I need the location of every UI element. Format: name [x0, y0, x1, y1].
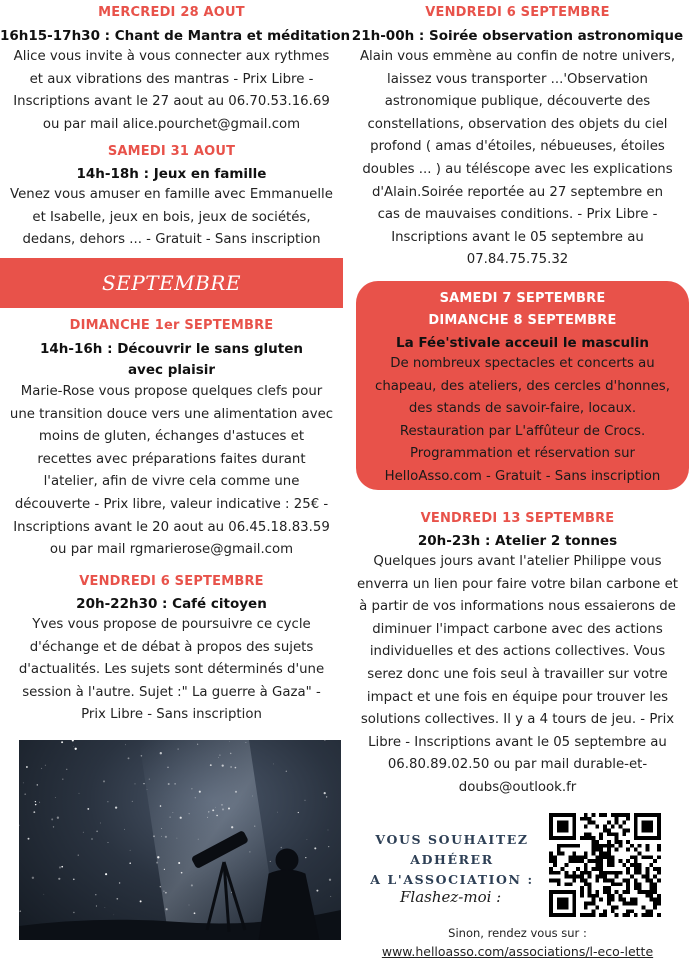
event-cafe-citoyen: [0, 573, 343, 727]
event-line: une transition douce vers une alimentation avec: [9, 406, 334, 422]
telescope-photo-icon: [19, 740, 341, 940]
event-line: Inscriptions avant le 05 septembre au: [391, 229, 644, 245]
event-line: individuelles et des actions collectives. Vous: [369, 644, 666, 660]
event-line: laissez vous transporter ...'Observation: [387, 71, 648, 87]
event-date: SAMEDI 31 AOUT: [107, 144, 236, 159]
event-line: ou par mail alice.pourchet@gmail.com: [42, 116, 301, 132]
event-line: Quelques jours avant l'atelier Philippe vous: [373, 554, 662, 569]
qr-code-graphic: [549, 813, 661, 917]
month-band: SEPTEMBRE: [0, 258, 343, 308]
event-line: Libre - Inscriptions avant le 05 septembre au: [368, 734, 667, 750]
event-line: Programmation et réservation sur: [410, 446, 635, 462]
event-line: impact et une fois en équipe pour trouver les: [366, 689, 669, 705]
join-line: A L'ASSOCIATION :: [370, 872, 534, 887]
event-line: l'atelier, afin de vivre cela comme une: [43, 474, 300, 490]
event-line: doubs@outlook.fr: [458, 779, 577, 795]
event-line: Marie-Rose vous propose quelques clefs pour: [20, 384, 323, 399]
join-association: [364, 830, 540, 890]
footer-text: Sinon, rendez vous sur :: [448, 926, 587, 940]
event-line: des stands de savoir-faire, locaux.: [408, 401, 637, 417]
event-title: 20h-22h30 : Café citoyen: [76, 596, 267, 612]
event-date: VENDREDI 6 SEPTEMBRE: [79, 574, 264, 589]
event-title: 21h-00h : Soirée observation astronomique: [351, 28, 684, 44]
event-line: Venez vous amuser en famille avec Emmanuelle: [10, 187, 333, 202]
event-line: diminuer l'impact carbone avec des actions: [372, 621, 663, 637]
event-date: DIMANCHE 1er SEPTEMBRE: [69, 318, 274, 333]
event-line: HelloAsso.com - Gratuit - Sans inscription: [384, 468, 661, 484]
flash-label: Flashez-moi :: [400, 888, 502, 906]
event-line: constellations, observation des objets du ciel: [367, 116, 668, 132]
event-line: découverte - Prix libre, valeur indicative : 25€ -: [14, 496, 329, 512]
event-title: 20h-23h : Atelier 2 tonnes: [417, 533, 618, 549]
event-line: De nombreux spectacles et concerts au: [390, 356, 655, 371]
event-title: 16h15-17h30 : Chant de Mantra et méditation: [0, 28, 351, 44]
event-line: d'Alain.Soirée reportée au 27 septembre en: [371, 184, 664, 200]
event-line: Inscriptions avant le 20 aout au 06.45.18.83.59: [13, 519, 330, 535]
event-line: moins de gluten, échanges d'astuces et: [38, 429, 305, 445]
event-line: chapeau, des ateliers, des cercles d'honnes,: [375, 378, 670, 394]
event-line: d'actualités. Les sujets sont déterminés d'une: [18, 662, 325, 678]
join-line: VOUS SOUHAITEZ ADHÉRER: [375, 832, 529, 867]
event-line: d'échange et de débat à propos des sujets: [29, 639, 314, 655]
event-line: 06.80.89.02.50 ou par mail durable-et-: [387, 757, 648, 773]
event-date: MERCREDI 28 AOUT: [98, 5, 245, 20]
event-line: à partir de vos informations nous essaierons de: [359, 599, 676, 615]
event-line: Prix Libre - Sans inscription: [81, 707, 262, 723]
event-line: serez donc une fois seul à travailler sur votre: [367, 666, 668, 682]
event-title: 14h-16h : Découvrir le sans gluten avec plaisir: [40, 341, 303, 378]
event-line: enverra un lien pour faire votre bilan carbone et: [356, 576, 678, 592]
helloasso-link[interactable]: www.helloasso.com/associations/l-eco-lette: [381, 944, 654, 959]
event-line: Restauration par L'affûteur de Crocs.: [399, 423, 646, 439]
event-line: session à l'autre. Sujet :" La guerre à Gaza" -: [22, 684, 321, 700]
event-line: et aux vibrations des mantras - Prix Libre -: [29, 71, 314, 87]
event-line: profond ( amas d'étoiles, nébueuses, étoiles: [370, 139, 665, 155]
event-line: Yves vous propose de poursuivre ce cycle: [32, 617, 311, 632]
event-line: solutions collectives. Il y a 4 tours de jeu. - Prix: [360, 712, 675, 728]
event-sans-gluten: [0, 317, 343, 562]
event-date: VENDREDI 6 SEPTEMBRE: [425, 5, 610, 20]
event-title: 14h-18h : Jeux en famille: [76, 166, 267, 182]
event-mantra: [0, 4, 351, 136]
event-line: ou par mail rgmarierose@gmail.com: [49, 542, 294, 558]
event-date: SAMEDI 7 SEPTEMBRE: [439, 291, 606, 306]
event-line: Alice vous invite à vous connecter aux rythmes: [13, 49, 330, 64]
event-atelier-2-tonnes: [345, 510, 690, 800]
qr-code-icon[interactable]: [549, 813, 661, 917]
event-jeux: [0, 143, 343, 252]
telescope-night-sky-photo: [19, 740, 341, 940]
event-line: doubles ... ) au téléscope avec les explications: [362, 161, 673, 177]
event-date: DIMANCHE 8 SEPTEMBRE: [428, 313, 617, 328]
event-astronomie: [345, 4, 690, 272]
event-date: VENDREDI 13 SEPTEMBRE: [420, 511, 615, 526]
event-line: 07.84.75.75.32: [466, 252, 569, 268]
event-line: et Isabelle, jeux en bois, jeux de sociétés,: [32, 209, 311, 225]
event-line: Inscriptions avant le 27 aout au 06.70.53.16.69: [13, 94, 330, 110]
event-line: astronomique publique, découverte des: [384, 94, 651, 110]
event-line: Alain vous emmène au confin de notre univers,: [359, 49, 676, 64]
festival-box: [356, 281, 689, 490]
event-line: cas de mauvaises conditions. - Prix Libre -: [377, 207, 658, 223]
event-title: La Fée'stivale acceuil le masculin: [395, 335, 650, 351]
event-line: dedans, dehors ... - Gratuit - Sans inscription: [22, 232, 321, 248]
event-line: recettes avec préparations faites durant: [37, 451, 306, 467]
